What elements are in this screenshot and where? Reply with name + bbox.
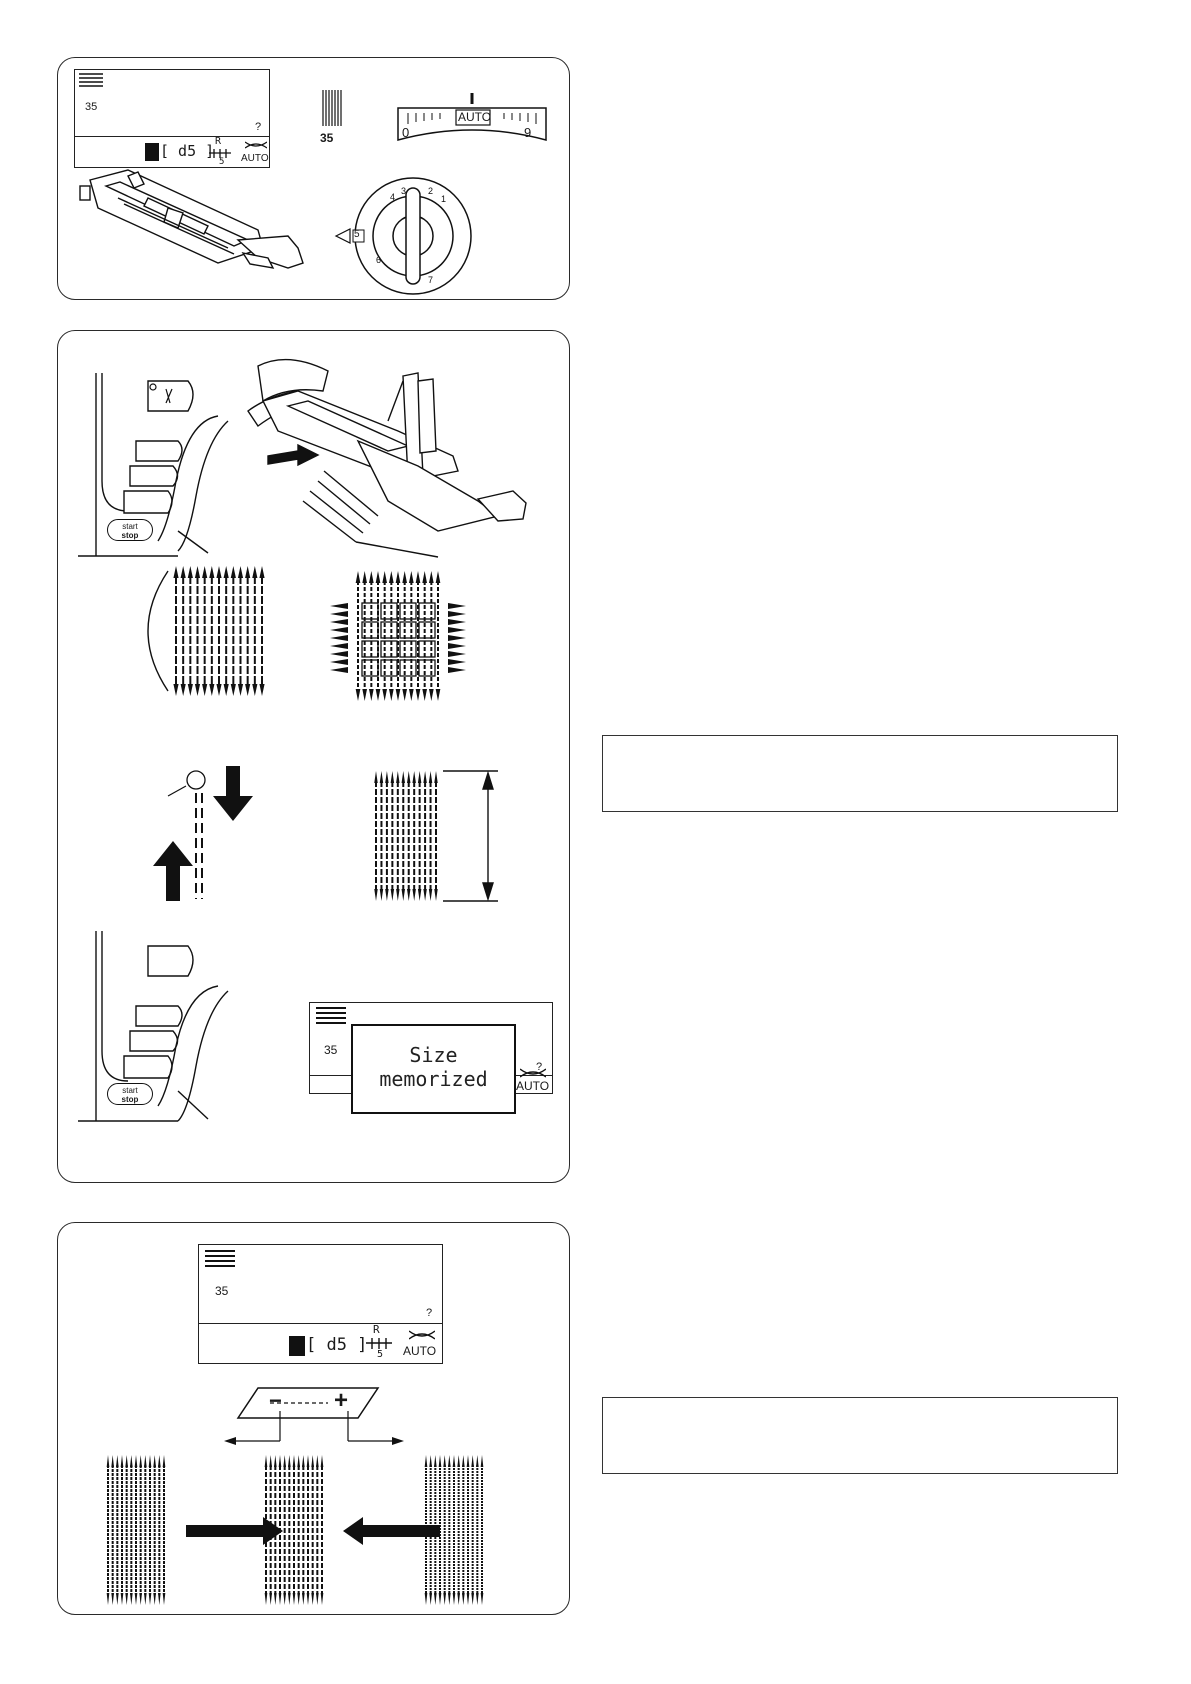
auto-label: AUTO: [403, 1344, 437, 1358]
svg-text:1: 1: [441, 194, 447, 204]
feed-number: 5: [219, 157, 225, 167]
buttonhole-stitches-left: [173, 566, 264, 696]
start-stop-button[interactable]: [107, 1083, 153, 1105]
note-box: [602, 1397, 1118, 1474]
foot-indicator-block: [145, 143, 159, 161]
feed-number: 5: [377, 1349, 384, 1360]
buttonhole-foot-drawing: [80, 170, 303, 268]
lcd-screen: [198, 1244, 443, 1364]
lcd-screen: [74, 69, 270, 168]
auto-label: AUTO: [241, 153, 269, 164]
size-memorized-popup: [351, 1024, 516, 1114]
start-stop-button[interactable]: [107, 519, 153, 541]
help-glyph: ?: [255, 121, 262, 133]
lcd-divider: [199, 1323, 442, 1324]
svg-text:3: 3: [401, 186, 407, 196]
length-bracket: [443, 771, 498, 901]
buttonhole-stitch-icon: [323, 90, 341, 126]
start-label: start: [122, 1086, 138, 1095]
setup-panel: [57, 57, 570, 300]
machine-button-column-bottom: [78, 931, 228, 1121]
svg-text:4: 4: [390, 192, 396, 202]
pressure-dial-marker: 5: [354, 229, 360, 240]
svg-text:2: 2: [428, 186, 434, 196]
tension-auto-label: AUTO: [458, 110, 492, 124]
reverse-label: R: [215, 136, 222, 147]
operation-panel: [57, 330, 570, 1183]
arrow-right-icon: [186, 1517, 283, 1545]
plus-key-label[interactable]: +: [334, 1387, 349, 1414]
help-glyph: ?: [536, 1061, 543, 1073]
stitch-pattern-icon: [316, 1005, 346, 1025]
note-box: [602, 735, 1118, 812]
svg-text:6: 6: [376, 255, 382, 265]
foot-indicator-block: [289, 1336, 305, 1356]
tension-max-label: 9: [524, 125, 532, 140]
svg-text:7: 7: [428, 275, 434, 285]
reverse-label: R: [373, 1323, 380, 1336]
lcd-stitch-number: 35: [85, 101, 98, 113]
stop-label: stop: [121, 1095, 139, 1104]
buttonhole-grid-pattern: [330, 571, 466, 701]
help-glyph: ?: [426, 1307, 433, 1319]
lcd-divider: [75, 136, 269, 137]
thread-cutter-icon: [245, 140, 267, 150]
stitch-icon-number: 35: [320, 131, 334, 145]
machine-button-column-top: [78, 373, 228, 556]
adjust-key: [224, 1388, 404, 1445]
tension-min-label: 0: [402, 125, 410, 140]
buttonhole-length-diagram: [374, 771, 437, 901]
adjustment-panel: [57, 1222, 570, 1615]
stitch-pattern-icon: [79, 72, 103, 88]
auto-label: AUTO: [516, 1079, 550, 1093]
curved-guide: [148, 571, 168, 691]
lcd-stitch-number: 35: [215, 1284, 229, 1298]
sewing-direction-diagram: [153, 766, 253, 901]
popup-line-2: memorized: [379, 1067, 488, 1091]
stop-label: stop: [121, 531, 139, 540]
popup-line-1: Size: [409, 1043, 458, 1067]
foot-code: [ d5 ]: [306, 1335, 368, 1355]
foot-code: [ d5 ]: [160, 142, 215, 160]
lcd-stitch-number: 35: [324, 1043, 338, 1057]
thread-cutter-icon: [520, 1067, 546, 1079]
thread-cutter-icon: [409, 1329, 435, 1341]
start-label: start: [122, 522, 138, 531]
stitch-pattern-icon: [205, 1248, 235, 1270]
foot-attach-drawing: [248, 360, 526, 531]
minus-key-label[interactable]: −: [269, 1388, 282, 1413]
